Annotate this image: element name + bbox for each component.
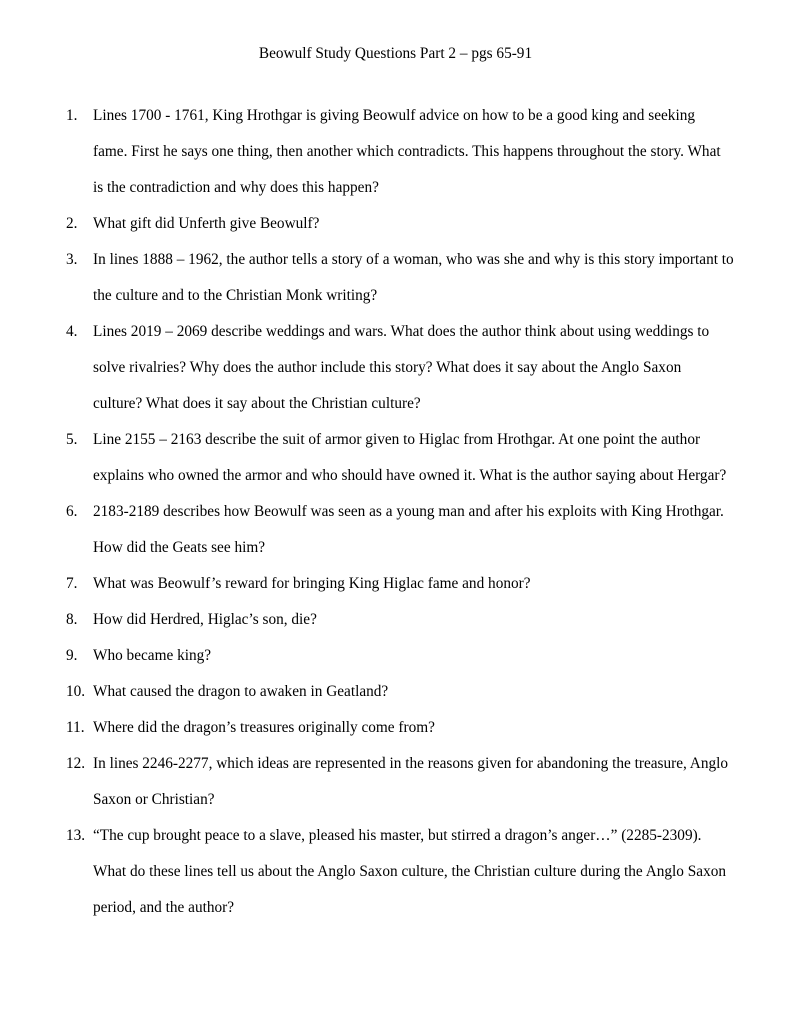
question-text-line: Who became king? (93, 647, 212, 664)
question-item (0, 314, 791, 422)
question-number: 8. (66, 611, 78, 628)
question-number: 1. (66, 107, 78, 124)
question-text-line: solve rivalries? Why does the author include this story? What does it say about the Anglo Saxon (93, 359, 682, 376)
question-item (0, 98, 791, 206)
question-text-line: “The cup brought peace to a slave, pleased his master, but stirred a dragon’s anger…” (2285-2309). (93, 827, 702, 844)
question-text-line: In lines 1888 – 1962, the author tells a story of a woman, who was she and why is this story important to (93, 251, 734, 268)
document-title: Beowulf Study Questions Part 2 – pgs 65-91 (258, 45, 533, 62)
question-text-line: 2183-2189 describes how Beowulf was seen as a young man and after his exploits with King Hrothgar. (93, 503, 724, 520)
question-text-line: What gift did Unferth give Beowulf? (93, 215, 320, 232)
question-number: 12. (66, 755, 86, 772)
question-number: 3. (66, 251, 78, 268)
question-item (0, 674, 791, 710)
question-text-line: How did the Geats see him? (93, 539, 266, 556)
question-number: 2. (66, 215, 78, 232)
question-item (0, 710, 791, 746)
question-item (0, 746, 791, 818)
question-item (0, 602, 791, 638)
question-number: 10. (66, 683, 86, 700)
question-text-line: fame. First he says one thing, then another which contradicts. This happens throughout the story. What (93, 143, 721, 160)
question-item (0, 242, 791, 314)
question-item (0, 206, 791, 242)
question-text-line: is the contradiction and why does this happen? (93, 179, 379, 196)
question-text-line: What caused the dragon to awaken in Geatland? (93, 683, 389, 700)
question-text-line: Lines 1700 - 1761, King Hrothgar is giving Beowulf advice on how to be a good king and seeking (93, 107, 696, 124)
question-number: 4. (66, 323, 78, 340)
question-text-line: period, and the author? (93, 899, 235, 916)
question-number: 11. (66, 719, 85, 736)
question-text-line: Line 2155 – 2163 describe the suit of armor given to Higlac from Hrothgar. At one point the author (93, 431, 701, 448)
question-number: 13. (66, 827, 86, 844)
question-item (0, 422, 791, 494)
question-item (0, 566, 791, 602)
question-number: 9. (66, 647, 78, 664)
question-text-line: Lines 2019 – 2069 describe weddings and wars. What does the author think about using weddings to (93, 323, 710, 340)
question-text-line: How did Herdred, Higlac’s son, die? (93, 611, 317, 628)
question-text-line: Where did the dragon’s treasures originally come from? (93, 719, 435, 736)
question-text-line: What was Beowulf’s reward for bringing King Higlac fame and honor? (93, 575, 531, 592)
question-number: 5. (66, 431, 78, 448)
question-item (0, 494, 791, 566)
question-text-line: In lines 2246-2277, which ideas are represented in the reasons given for abandoning the treasure, Anglo (93, 755, 729, 772)
question-text-line: culture? What does it say about the Christian culture? (93, 395, 421, 412)
question-item (0, 818, 791, 926)
question-number: 7. (66, 575, 78, 592)
question-text-line: explains who owned the armor and who should have owned it. What is the author saying about Hergar? (93, 467, 727, 484)
question-item (0, 638, 791, 674)
question-text-line: the culture and to the Christian Monk writing? (93, 287, 378, 304)
question-number: 6. (66, 503, 78, 520)
question-list (0, 98, 791, 926)
question-text-line: Saxon or Christian? (93, 791, 215, 808)
question-text-line: What do these lines tell us about the Anglo Saxon culture, the Christian culture during the Anglo Saxon (93, 863, 727, 880)
